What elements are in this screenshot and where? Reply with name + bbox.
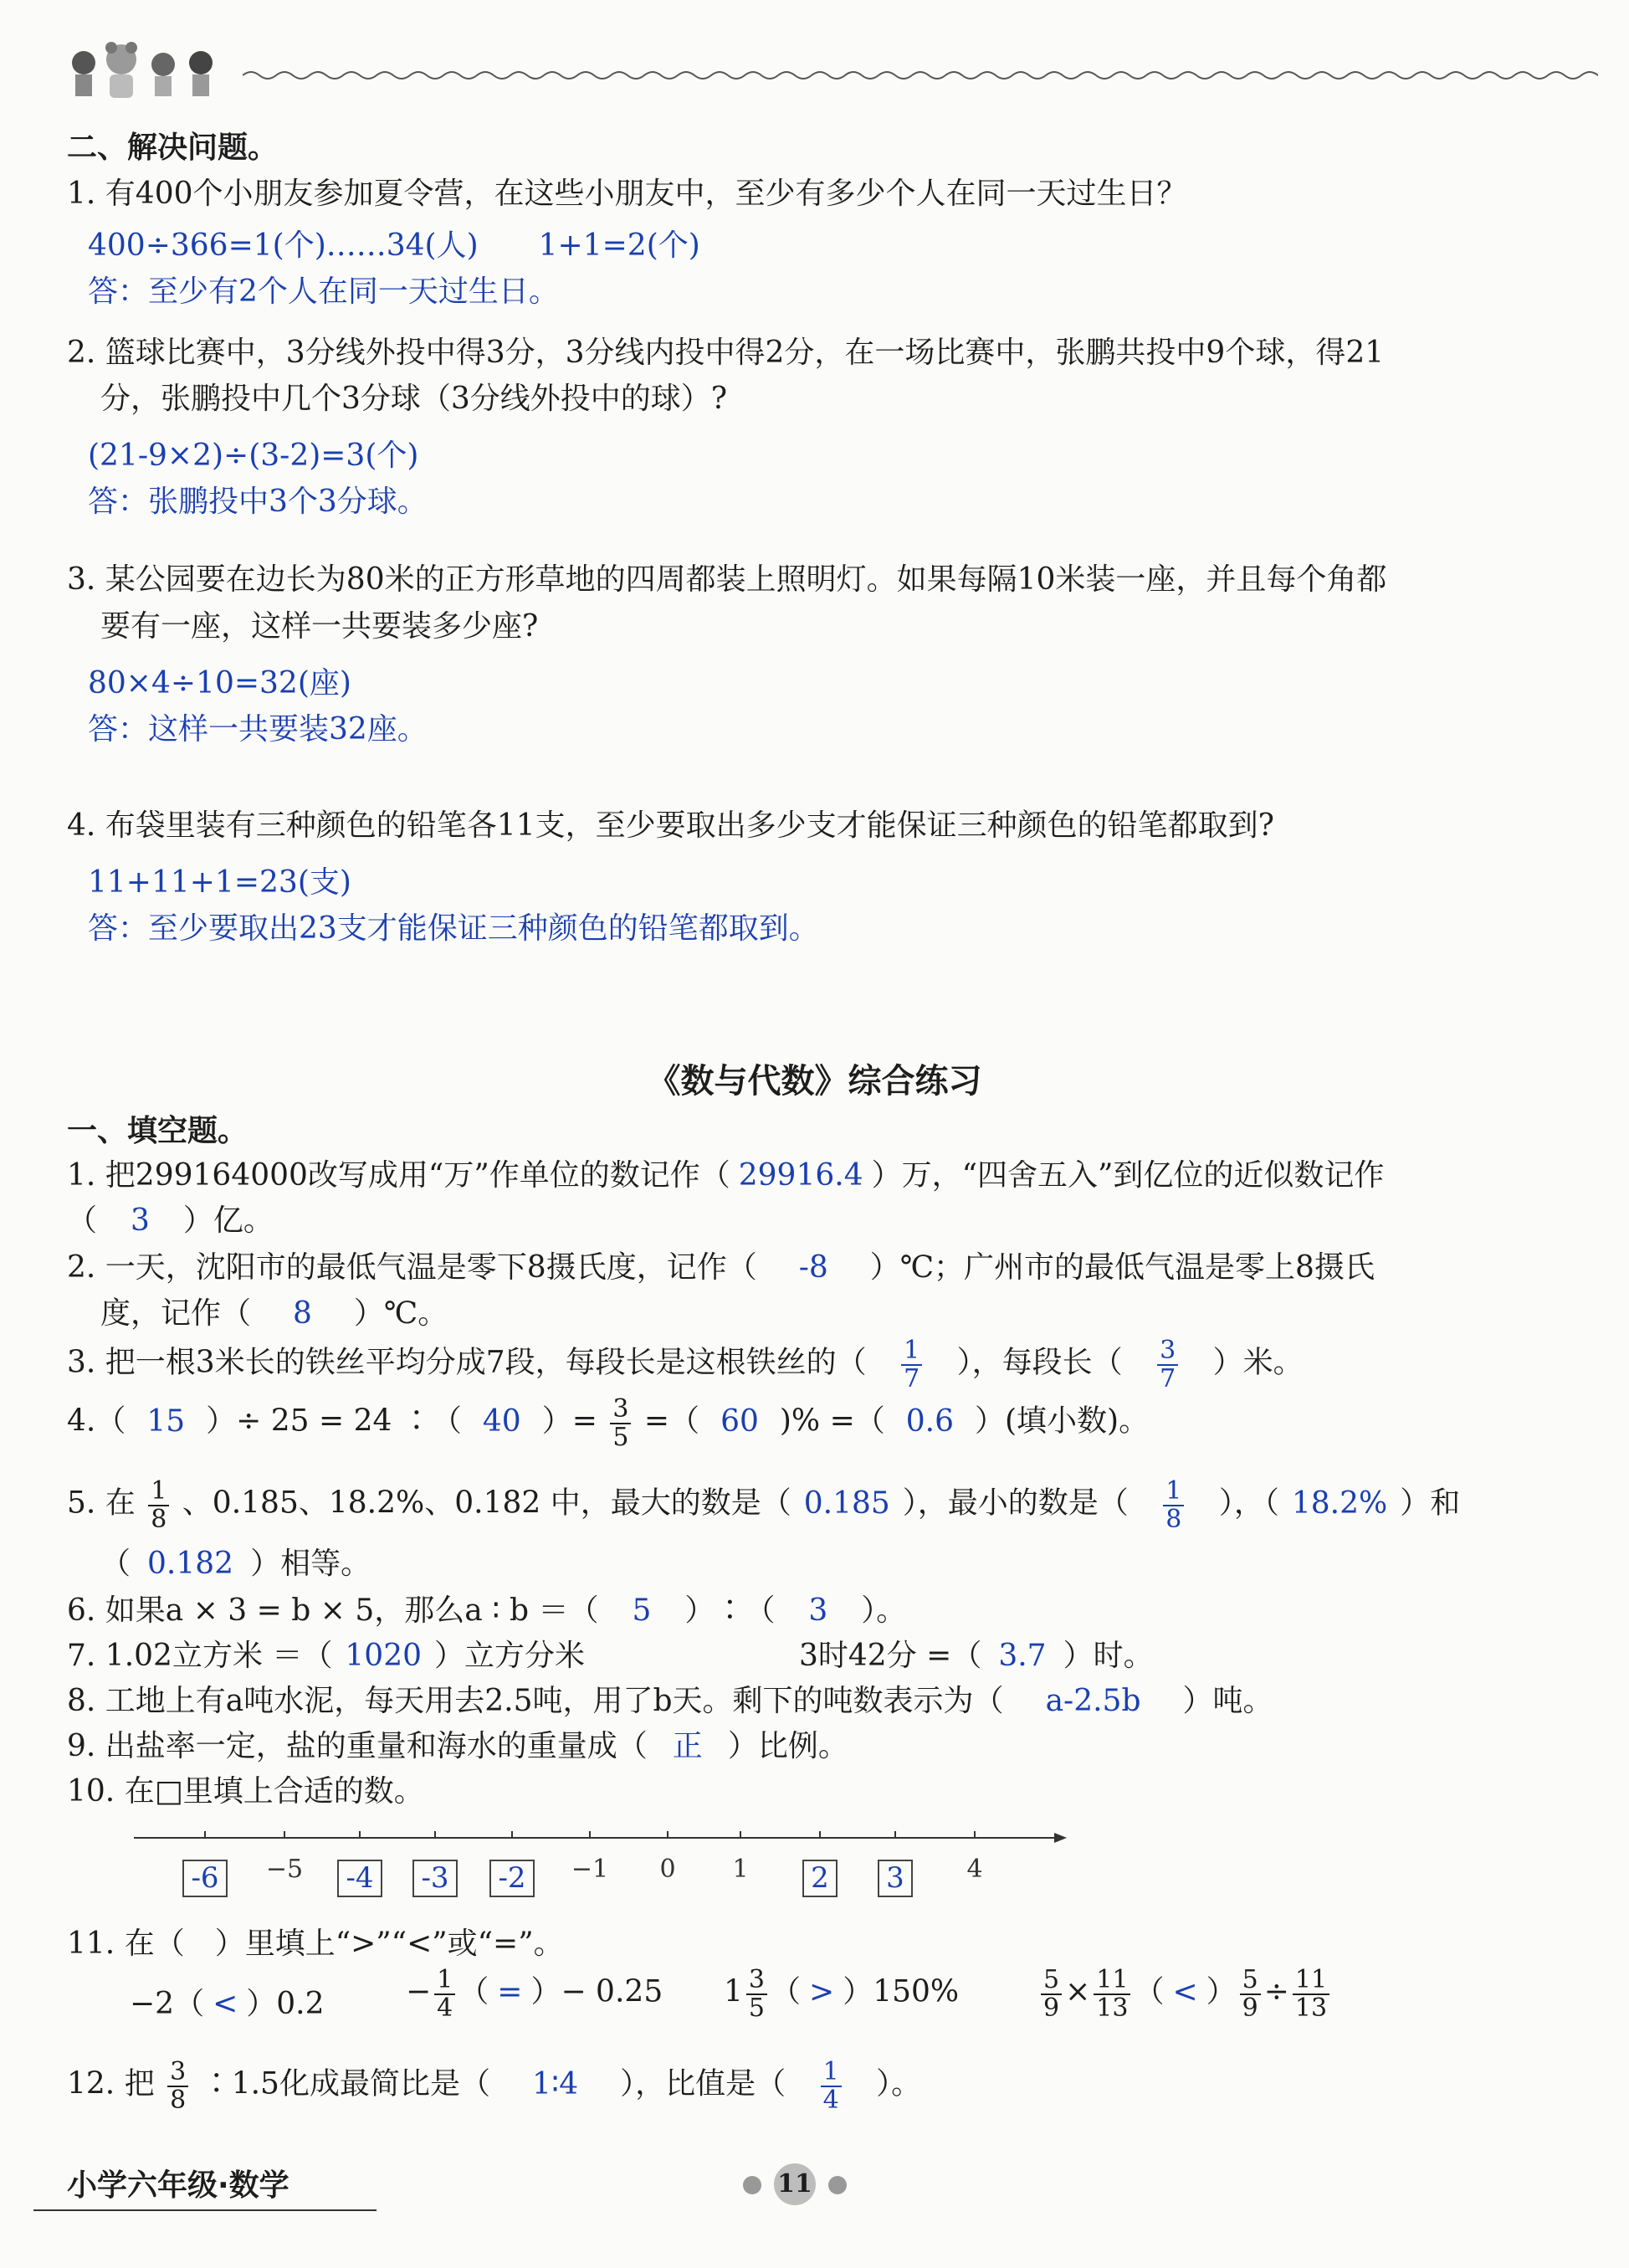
p11-expr4: $\frac{5}{9}$ × $\frac{11}{13}$ （ < ） $\frac{5}{9}$ ÷ $\frac{11}{13}$ [1037, 1967, 1333, 2021]
p5-answer4: 0.182 [147, 1547, 234, 1581]
header-wave-divider [243, 67, 1598, 84]
q4-calc: 11+11+1=23(支) [88, 865, 351, 900]
p1-answer1: 29916.4 [738, 1158, 863, 1193]
p12-answer2-fraction: $\frac{1}{4}$ [821, 2059, 842, 2113]
q1-answer: 答：至少有2个人在同一天过生日。 [88, 275, 559, 309]
q1-text: 1. 有400个小朋友参加夏令营，在这些小朋友中，至少有多少个人在同一天过生日？ [67, 177, 1187, 211]
number-line-box-answer: -4 [335, 1860, 385, 1897]
number-line-label: −1 [571, 1855, 609, 1884]
p11-answer3: > [809, 1974, 835, 2009]
p3-answer2-fraction: $\frac{3}{7}$ [1157, 1337, 1178, 1392]
p5-answer3: 18.2% [1291, 1485, 1388, 1521]
number-line-box-answer: 2 [795, 1860, 845, 1897]
q1-calc: 400÷366=1(个)……34(人) 1+1=2(个) [88, 228, 700, 263]
p11-answer2: = [497, 1974, 523, 2009]
q3-text-line2: 要有一座，这样一共要装多少座? [100, 609, 539, 644]
p11-expr2-fraction: $\frac{1}{4}$ [434, 1967, 455, 2021]
number-line-label: −5 [265, 1855, 304, 1884]
p12-line: 12. 把 $\frac{3}{8}$ ∶1.5化成最简比是（ 1∶4 ），比值是（ $\frac{1}{4}$ ）。 [67, 2057, 922, 2115]
footer-dot-right-icon [828, 2176, 847, 2194]
q3-answer: 答：这样一共要装32座。 [88, 712, 428, 747]
p2-answer1: -8 [798, 1250, 828, 1285]
number-line-label: 4 [966, 1855, 983, 1884]
p1-line1: 1. 把299164000改写成用“万”作单位的数记作（ 29916.4 ）万，“四舍五入”到亿位的近似数记作 [67, 1158, 1385, 1193]
practice-title: 《数与代数》综合练习 [647, 1062, 982, 1101]
p8-line: 8. 工地上有a吨水泥，每天用去2.5吨，用了b天。剩下的吨数表示为（ a-2.5b ）吨。 [67, 1684, 1273, 1718]
p4-answer4: 0.6 [905, 1403, 955, 1439]
p6-line: 6. 如果a × 3 = b × 5，那么a ∶ b ＝（ 5 ）∶（ 3 ）。 [67, 1593, 907, 1628]
number-line-label: 1 [732, 1855, 749, 1884]
p11-answer4: < [1172, 1974, 1198, 2009]
number-line-box-answer: -2 [487, 1860, 537, 1897]
p12-answer1: 1∶4 [531, 2066, 579, 2101]
p7-answer2: 3.7 [998, 1639, 1047, 1673]
p9-answer: 正 [672, 1729, 703, 1763]
p1-line2: （ 3 ）亿。 [67, 1203, 274, 1238]
p3-answer1-fraction: $\frac{1}{7}$ [901, 1337, 922, 1392]
p12-fraction: $\frac{3}{8}$ [167, 2059, 188, 2113]
number-line-box-answer: -3 [410, 1860, 460, 1897]
p4-answer3: 60 [720, 1403, 759, 1439]
number-line-box-answer: 3 [870, 1860, 920, 1897]
footer-underline [33, 2209, 377, 2211]
q4-text: 4. 布袋里装有三种颜色的铅笔各11支，至少要取出多少支才能保证三种颜色的铅笔都取到? [67, 808, 1274, 843]
q2-text-line2: 分，张鹏投中几个3分球（3分线外投中的球）? [100, 382, 728, 416]
p11-text: 11. 在（ ）里填上“>”“<”或“=”。 [67, 1927, 564, 1961]
p1-answer2: 3 [131, 1203, 150, 1238]
p9-line: 9. 出盐率一定，盐的重量和海水的重量成（ 正 ）比例。 [67, 1729, 848, 1763]
p5-answer2-fraction: $\frac{1}{8}$ [1163, 1478, 1184, 1532]
page-number: 11 [774, 2163, 816, 2205]
p4-answer1: 15 [146, 1403, 186, 1439]
section2-title: 二、解决问题。 [67, 131, 279, 165]
footer-label: 小学六年级·数学 [67, 2168, 289, 2203]
p5-fraction: $\frac{1}{8}$ [148, 1478, 169, 1532]
p3-line: 3. 把一根3米长的铁丝平均分成7段，每段长是这根铁丝的（ $\frac{1}{7}$ ），每段长（ $\frac{3}{7}$ ）米。 [67, 1336, 1304, 1393]
p10-text: 10. 在□里填上合适的数。 [67, 1774, 424, 1809]
p11-expr2: − $\frac{1}{4}$ （ = ）− 0.25 [406, 1965, 663, 2023]
p10-number-line [134, 1824, 1071, 1850]
p5-line1: 5. 在 $\frac{1}{8}$ 、0.185、18.2%、0.182 中，最大的数是（ 0.185 ），最小的数是（ $\frac{1}{8}$ ），（ 18.2% ）和 [67, 1476, 1461, 1534]
p11-expr3-fraction: $\frac{3}{5}$ [746, 1967, 767, 2021]
p5-answer1: 0.185 [803, 1485, 890, 1521]
p6-answer2: 3 [808, 1593, 828, 1628]
p4-line: 4.（ 15 ）÷ 25 = 24 ∶（ 40 ）= $\frac{3}{5}$ =（ 60 )% =（ 0.6 ）(填小数)。 [67, 1394, 1150, 1452]
p2-answer2: 8 [293, 1296, 312, 1331]
q3-calc: 80×4÷10=32(座) [88, 666, 351, 700]
p2-line2: 度，记作（ 8 ）℃。 [100, 1296, 448, 1331]
header-mascots-icon [63, 38, 247, 105]
p8-answer: a-2.5b [1045, 1684, 1141, 1718]
p4-answer2: 40 [482, 1403, 521, 1439]
q2-text-line1: 2. 篮球比赛中，3分线外投中得3分，3分线内投中得2分，在一场比赛中，张鹏共投中9个球，得21 [67, 336, 1385, 370]
q2-answer: 答：张鹏投中3个3分球。 [88, 485, 428, 519]
q2-calc: (21-9×2)÷(3-2)=3(个) [88, 439, 419, 473]
section1-title: 一、填空题。 [67, 1114, 248, 1148]
q3-text-line1: 3. 某公园要在边长为80米的正方形草地的四周都装上照明灯。如果每隔10米装一座，并且每个角都 [67, 562, 1387, 597]
p7-line-right: 3时42分 =（ 3.7 ）时。 [799, 1639, 1154, 1673]
p5-line2: （ 0.182 ）相等。 [100, 1547, 371, 1581]
p11-answer1: < [213, 1987, 238, 2021]
p4-fraction: $\frac{3}{5}$ [610, 1396, 631, 1450]
number-line-label: 0 [659, 1855, 676, 1884]
p2-line1: 2. 一天，沈阳市的最低气温是零下8摄氏度，记作（ -8 ）℃；广州市的最低气温是零上8摄氏 [67, 1250, 1375, 1285]
p11-expr1: −2（ < ）0.2 [130, 1987, 325, 2021]
p7-line: 7. 1.02立方米 ＝（ 1020 ）立方分米 [67, 1639, 586, 1673]
q4-answer: 答：至少要取出23支才能保证三种颜色的铅笔都取到。 [88, 911, 819, 946]
p7-answer1: 1020 [345, 1639, 423, 1673]
number-line-box-answer: -6 [180, 1860, 230, 1897]
p11-expr3: 1 $\frac{3}{5}$ （ > ）150% [724, 1965, 960, 2023]
p6-answer1: 5 [632, 1593, 652, 1628]
footer-dot-left-icon [743, 2176, 761, 2194]
